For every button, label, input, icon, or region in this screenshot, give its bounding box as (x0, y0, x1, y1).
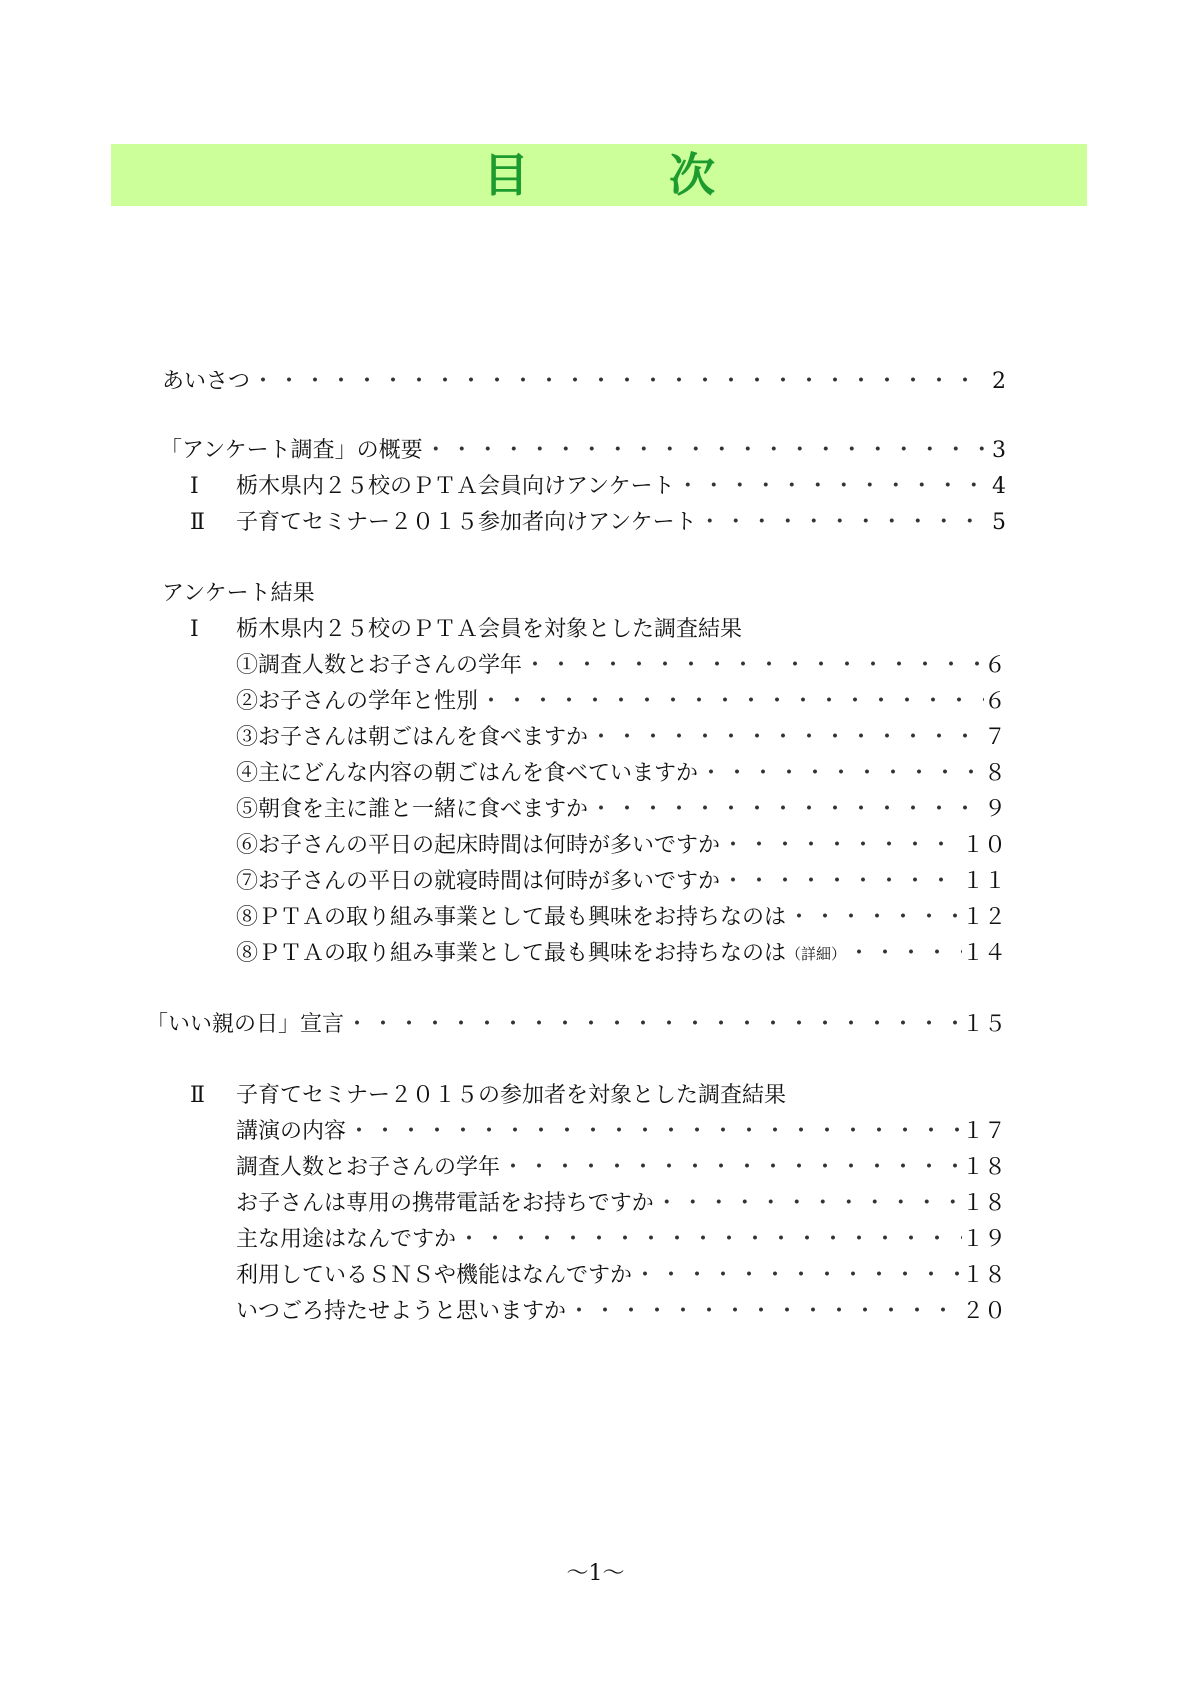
toc-leader-dots (632, 1261, 962, 1291)
toc-entry-page: １８ (961, 1191, 1006, 1216)
toc-roman-numeral: Ⅱ (190, 1083, 205, 1108)
toc-leader-dots (588, 795, 984, 825)
toc-section-label: アンケート結果 (162, 581, 315, 606)
toc-leader-dots (675, 472, 986, 502)
toc-entry-page: １５ (961, 1012, 1006, 1037)
toc-entry-results-2-item[interactable] (236, 1225, 1006, 1255)
toc-entry-page: ９ (983, 797, 1006, 822)
toc-entry-label: ④主にどんな内容の朝ごはんを食べていますか (236, 761, 699, 786)
toc-entry-survey-2[interactable] (190, 508, 1006, 538)
toc-entry-detail-note: （詳細） (786, 945, 847, 963)
toc-entry-label: ②お子さんの学年と性別 (236, 689, 479, 714)
toc-entry-label: 「いい親の日」宣言 (146, 1012, 345, 1037)
toc-entry-label: ⑧ＰＴＡの取り組み事業として最も興味をお持ちなのは (236, 905, 787, 930)
toc-entry-label: 栃木県内２５校のＰＴＡ会員向けアンケート (236, 474, 675, 499)
toc-section-results (162, 579, 1006, 609)
toc-entry-page: ６ (983, 653, 1006, 678)
toc-entry-label: 講演の内容 (236, 1119, 347, 1144)
toc-entry-label: 「アンケート調査」の概要 (160, 438, 423, 463)
toc-entry-page: １１ (961, 869, 1006, 894)
toc-section-label: 子育てセミナー２０１５の参加者を対象とした調査結果 (236, 1083, 787, 1108)
toc-entry-label: あいさつ (162, 369, 251, 394)
page-number-footer: ～1～ (566, 1561, 625, 1586)
toc-title-char-2: 次 (669, 148, 715, 202)
toc-leader-dots (698, 759, 984, 789)
toc-leader-dots (654, 1189, 962, 1219)
toc-entry-greeting[interactable] (162, 367, 1006, 397)
toc-leader-dots (588, 723, 984, 753)
toc-leader-dots (478, 687, 984, 717)
toc-entry-label: 調査人数とお子さんの学年 (236, 1155, 501, 1180)
toc-entry-page: 2 (992, 369, 1006, 394)
toc-entry-survey-1[interactable] (190, 472, 1006, 502)
toc-entry-page: ７ (983, 725, 1006, 750)
toc-entry-label: ⑦お子さんの平日の就寝時間は何時が多いですか (236, 869, 721, 894)
toc-leader-dots (346, 1117, 962, 1147)
toc-leader-dots (720, 867, 962, 897)
toc-entry-label: ③お子さんは朝ごはんを食べますか (236, 725, 589, 750)
toc-leader-dots (344, 1010, 962, 1040)
toc-entry-results-1-item[interactable] (236, 723, 1006, 753)
toc-title-char-1: 目 (483, 148, 529, 202)
toc-entry-page: 5 (992, 510, 1006, 535)
toc-entry-label: ①調査人数とお子さんの学年 (236, 653, 523, 678)
toc-leader-dots (720, 831, 962, 861)
toc-entry-declaration[interactable] (146, 1010, 1006, 1040)
toc-entry-label: いつごろ持たせようと思いますか (236, 1299, 567, 1324)
toc-leader-dots (846, 939, 962, 969)
toc-section-results-1 (190, 615, 1006, 645)
toc-entry-page: 3 (992, 438, 1006, 463)
toc-entry-results-2-item[interactable] (236, 1261, 1006, 1291)
toc-roman-numeral: Ⅰ (190, 617, 199, 642)
toc-leader-dots (566, 1297, 962, 1327)
toc-entry-page: ８ (983, 761, 1006, 786)
toc-entry-results-1-item[interactable] (236, 903, 1006, 933)
toc-entry-page: １０ (961, 833, 1006, 858)
toc-entry-results-1-item[interactable] (236, 759, 1006, 789)
toc-entry-page: １２ (961, 905, 1006, 930)
toc-entry-results-1-item[interactable] (236, 831, 1006, 861)
toc-section-results-2 (190, 1081, 1006, 1111)
toc-entry-label: お子さんは専用の携帯電話をお持ちですか (236, 1191, 654, 1216)
toc-leader-dots (522, 651, 984, 681)
toc-roman-numeral: Ⅱ (190, 510, 205, 535)
toc-entry-page: １７ (961, 1119, 1006, 1144)
toc-leader-dots (423, 436, 986, 466)
toc-section-label: 栃木県内２５校のＰＴＡ会員を対象とした調査結果 (236, 617, 743, 642)
toc-entry-label: ⑤朝食を主に誰と一緒に食べますか (236, 797, 589, 822)
toc-entry-page: １９ (961, 1227, 1006, 1252)
toc-entry-results-2-item[interactable] (236, 1297, 1006, 1327)
toc-entry-results-2-item[interactable] (236, 1153, 1006, 1183)
toc-entry-page: １４ (961, 941, 1006, 966)
toc-leader-dots (697, 508, 986, 538)
toc-entry-page: ６ (983, 689, 1006, 714)
toc-roman-numeral: Ⅰ (190, 474, 199, 499)
toc-leader-dots (786, 903, 962, 933)
toc-entry-page: １８ (961, 1263, 1006, 1288)
toc-entry-label: 子育てセミナー２０１５参加者向けアンケート (236, 510, 697, 535)
toc-entry-results-1-item[interactable] (236, 651, 1006, 681)
toc-entry-results-1-item[interactable] (236, 795, 1006, 825)
toc-entry-page: １８ (961, 1155, 1006, 1180)
toc-entry-results-1-item[interactable] (236, 939, 1006, 969)
toc-entry-survey-overview[interactable] (160, 436, 1006, 466)
toc-entry-results-1-item[interactable] (236, 867, 1006, 897)
toc-leader-dots (500, 1153, 962, 1183)
toc-entry-label: 利用しているＳＮＳや機能はなんですか (236, 1263, 633, 1288)
toc-entry-label: ⑥お子さんの平日の起床時間は何時が多いですか (236, 833, 721, 858)
toc-entry-results-2-item[interactable] (236, 1189, 1006, 1219)
toc-leader-dots (456, 1225, 962, 1255)
toc-entry-page: ２０ (961, 1299, 1006, 1324)
toc-entry-results-2-item[interactable] (236, 1117, 1006, 1147)
toc-entry-page: 4 (992, 474, 1006, 499)
toc-leader-dots (250, 367, 986, 397)
toc-entry-label: ⑧ＰＴＡの取り組み事業として最も興味をお持ちなのは (236, 941, 787, 966)
toc-entry-results-1-item[interactable] (236, 687, 1006, 717)
toc-entry-label: 主な用途はなんですか (236, 1227, 457, 1252)
